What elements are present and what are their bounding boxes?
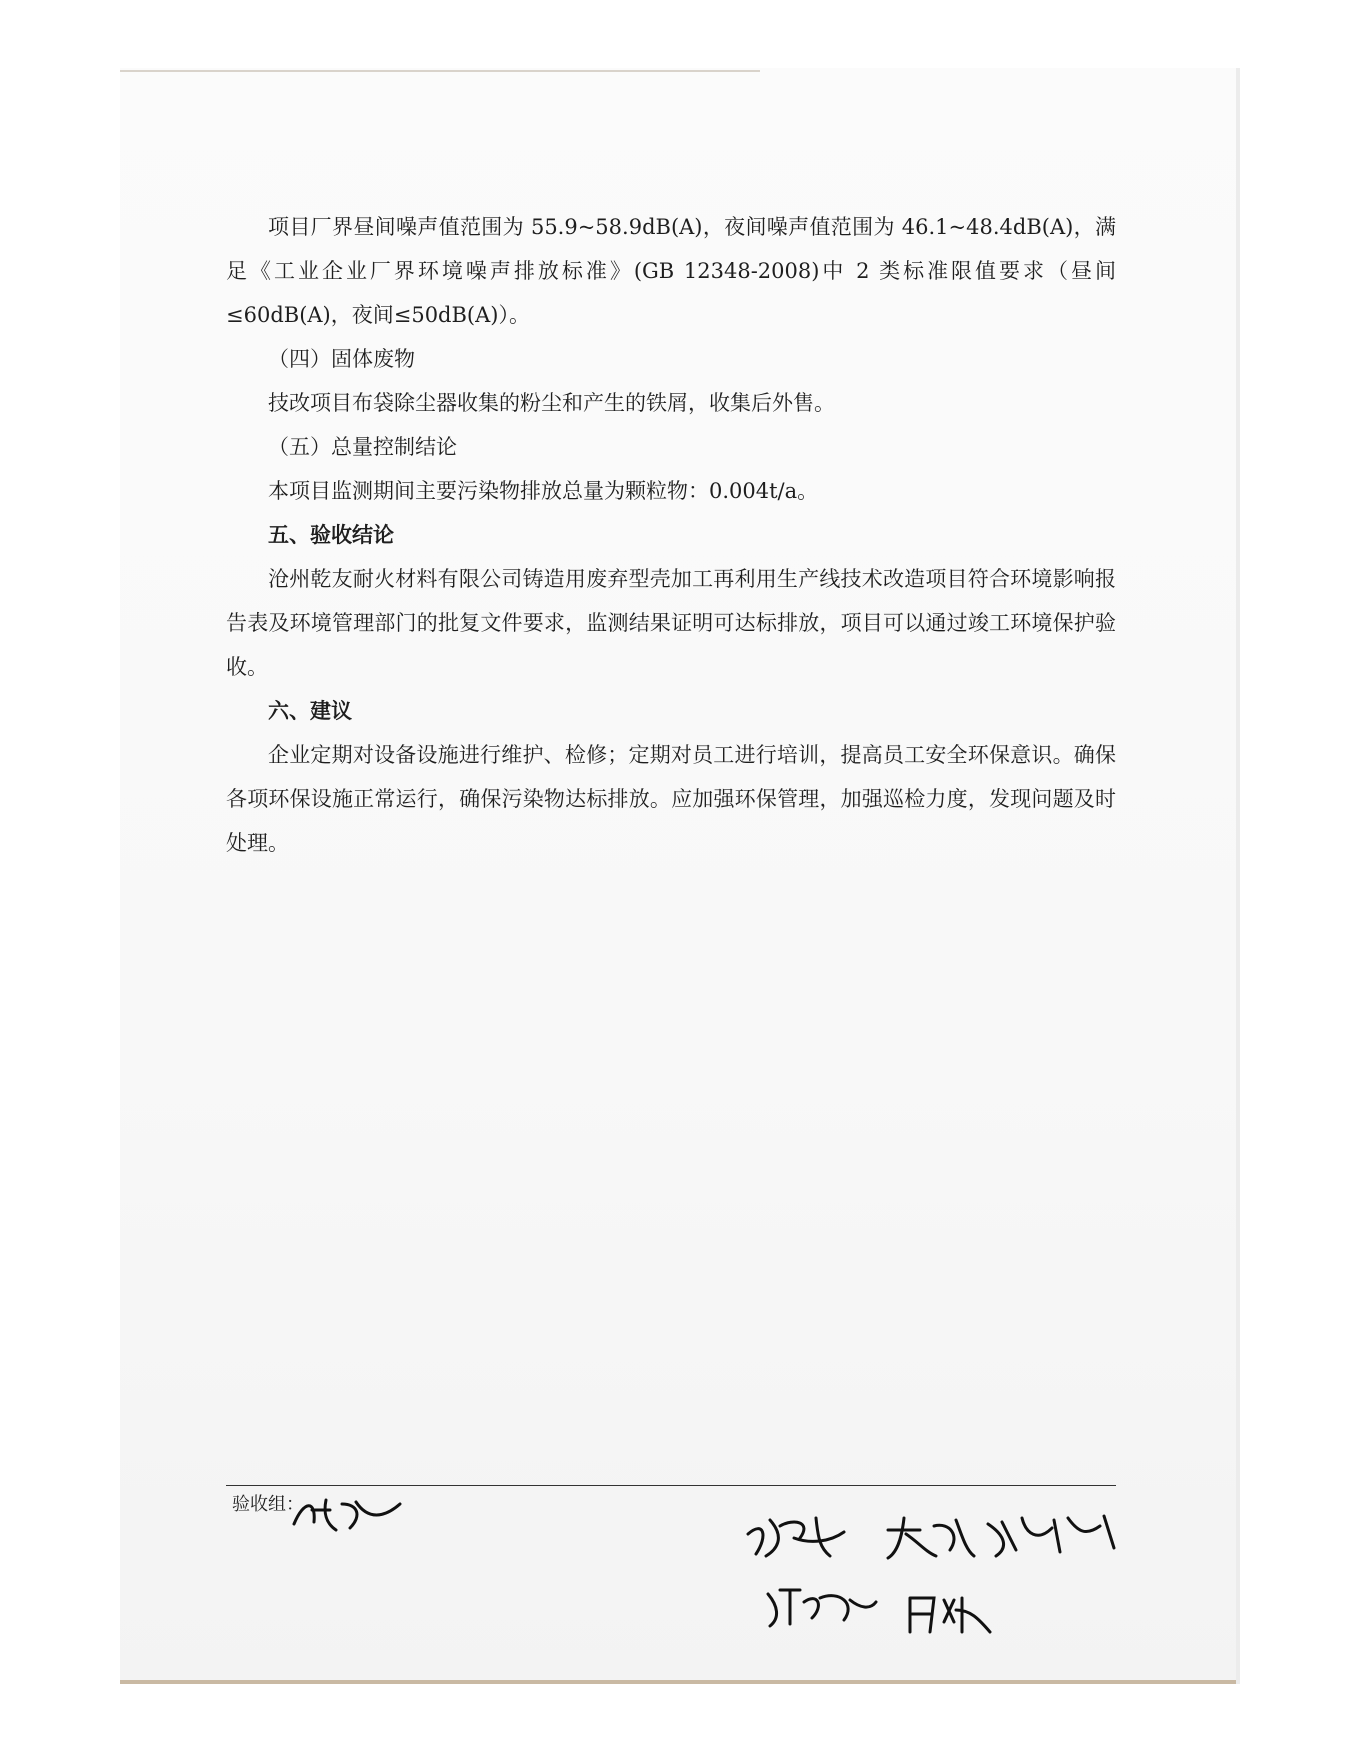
signature-image — [880, 1512, 980, 1562]
document-body — [226, 205, 1116, 865]
paper-bottom-edge — [120, 1680, 1236, 1684]
suggestions-paragraph: 企业定期对设备设施进行维护、检修；定期对员工进行培训，提高员工安全环保意识。确保各项环保设施正常运行，确保污染物达标排放。应加强环保管理，加强巡检力度，发现问题及时处理。 — [226, 743, 1116, 855]
signature-label: 验收组： — [232, 1494, 304, 1515]
paper-top-edge — [120, 70, 760, 72]
noise-result-paragraph: 项目厂界昼间噪声值范围为 55.9~58.9dB(A)，夜间噪声值范围为 46.1~48.4dB(A)，满足《工业企业厂界环境噪声排放标准》(GB 12348-2008)中 2 类标准限值要求（昼间≤60dB(A)，夜间≤50dB(A)）。 — [226, 215, 1116, 327]
signature-image — [900, 1588, 1000, 1638]
solid-waste-paragraph: 技改项目布袋除尘器收集的粉尘和产生的铁屑，收集后外售。 — [268, 391, 835, 415]
total-control-heading: （五）总量控制结论 — [268, 435, 457, 459]
suggestions-heading: 六、建议 — [268, 698, 352, 723]
signature-image — [290, 1492, 410, 1536]
total-control-paragraph: 本项目监测期间主要污染物排放总量为颗粒物：0.004t/a。 — [268, 479, 819, 503]
signature-divider — [226, 1485, 1116, 1486]
signature-image — [760, 1580, 880, 1630]
signature-image — [982, 1508, 1122, 1560]
acceptance-conclusion-heading: 五、验收结论 — [268, 522, 394, 547]
acceptance-conclusion-paragraph: 沧州乾友耐火材料有限公司铸造用废弃型壳加工再利用生产线技术改造项目符合环境影响报告表及环境管理部门的批复文件要求，监测结果证明可达标排放，项目可以通过竣工环境保护验收。 — [226, 567, 1116, 679]
solid-waste-heading: （四）固体废物 — [268, 347, 415, 371]
signature-image — [740, 1508, 880, 1564]
